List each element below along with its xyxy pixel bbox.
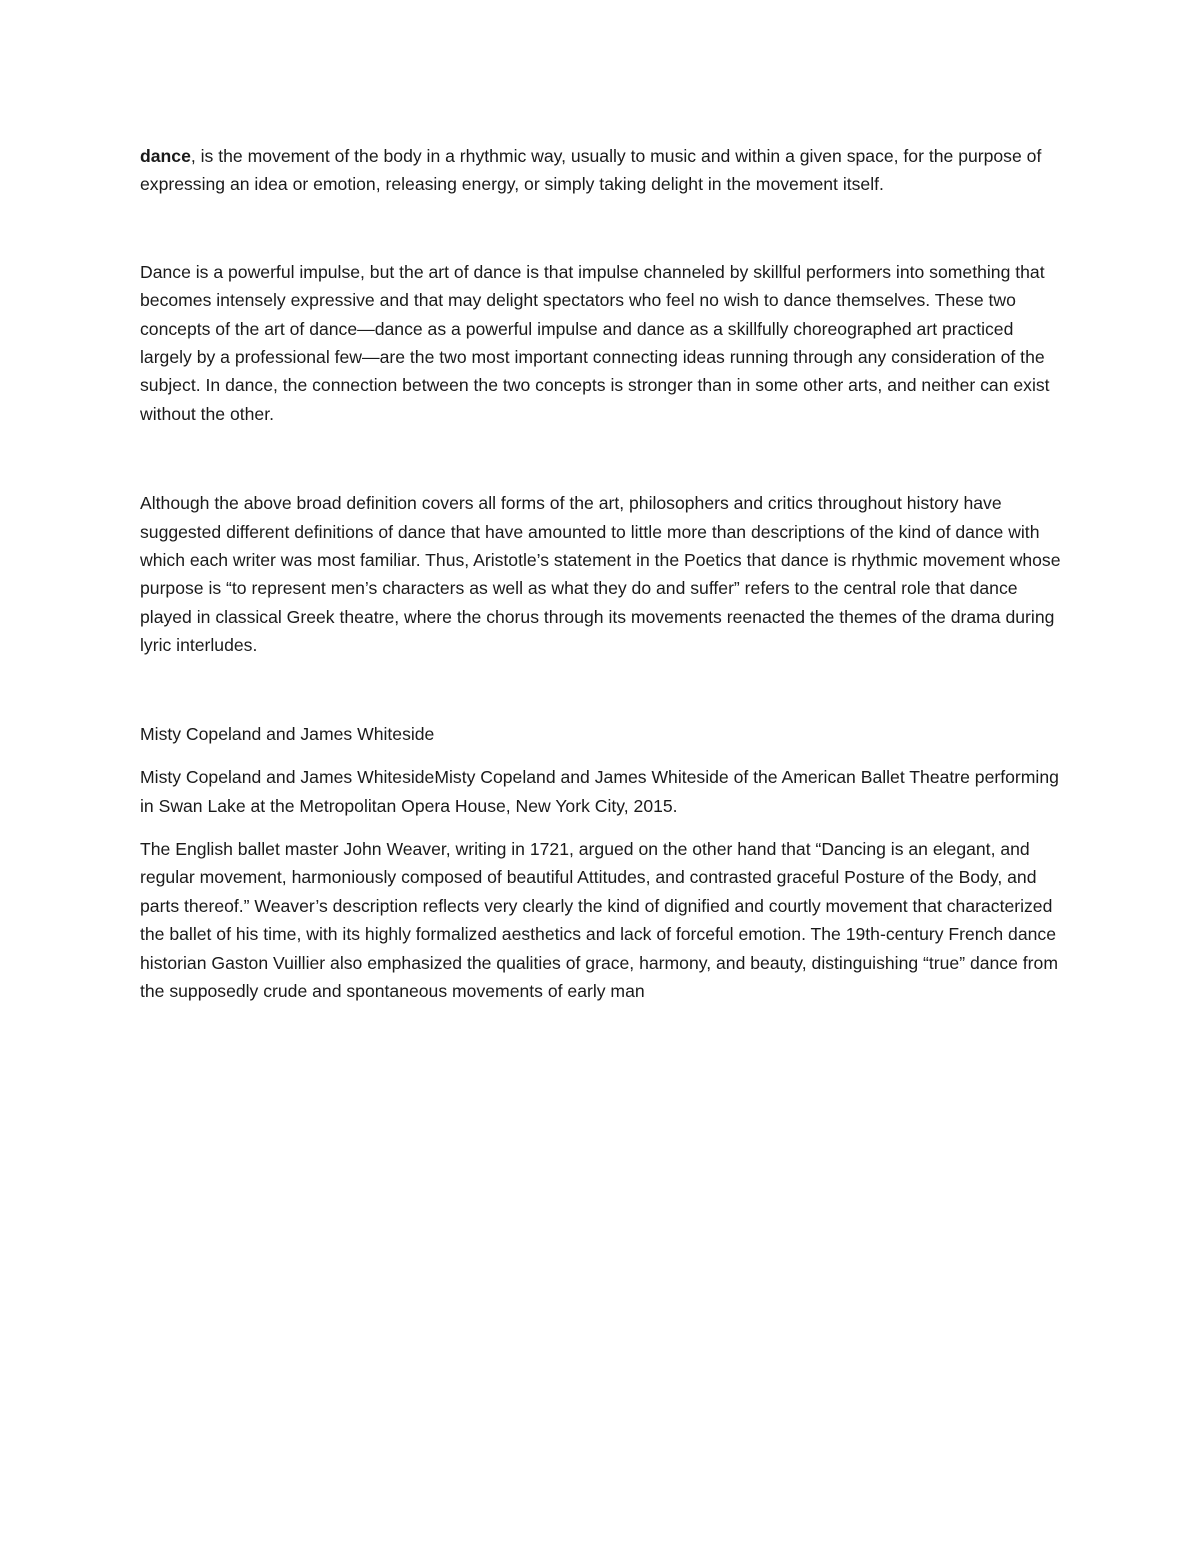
definition-text: , is the movement of the body in a rhythmic way, usually to music and within a given space, for the purpose of expressing an idea or emotion, releasing energy, or simply taking delight in the movement itself. [140, 146, 1042, 195]
definition-paragraph [140, 142, 1065, 199]
image-caption: Misty Copeland and James WhitesideMisty Copeland and James Whiteside of the American Ballet Theatre performing in Swan Lake at the Metropolitan Opera House, New York City, 2015. [140, 767, 1059, 816]
defined-term: dance [140, 146, 191, 166]
weaver-paragraph: The English ballet master John Weaver, writing in 1721, argued on the other hand that “Dancing is an elegant, and regular movement, harmoniously composed of beautiful Attitudes, and contrasted graceful Posture of the Body, and parts thereof.” Weaver’s description reflects very clearly the kind of dignified and courtly movement that characterized the ballet of his time, with its highly formalized aesthetics and lack of forceful emotion. The 19th-century French dance historian Gaston Vuillier also emphasized the qualities of grace, harmony, and beauty, distinguishing “true” dance from the supposedly crude and spontaneous movements of early man [140, 838, 1058, 1001]
document-body [140, 142, 1065, 1005]
definitions-history-paragraph: Although the above broad definition covers all forms of the art, philosophers and critics throughout history have suggested different definitions of dance that have amounted to little more than descriptions of the kind of dance with which each writer was most familiar. Thus, Aristotle’s statement in the Poetics that dance is rhythmic movement whose purpose is “to represent men’s characters as well as what they do and suffer” refers to the central role that dance played in classical Greek theatre, where the chorus through its movements reenacted the themes of the drama during lyric interludes. [140, 493, 1061, 656]
image-title: Misty Copeland and James Whiteside [140, 723, 435, 744]
art-of-dance-paragraph: Dance is a powerful impulse, but the art of dance is that impulse channeled by skillful performers into something that becomes intensely expressive and that may delight spectators who feel no wish to dance themselves. These two concepts of the art of dance—dance as a powerful impulse and dance as a skillfully choreographed art practiced largely by a professional few—are the two most important connecting ideas running through any consideration of the subject. In dance, the connection between the two concepts is stronger than in some other arts, and neither can exist without the other. [140, 261, 1050, 424]
